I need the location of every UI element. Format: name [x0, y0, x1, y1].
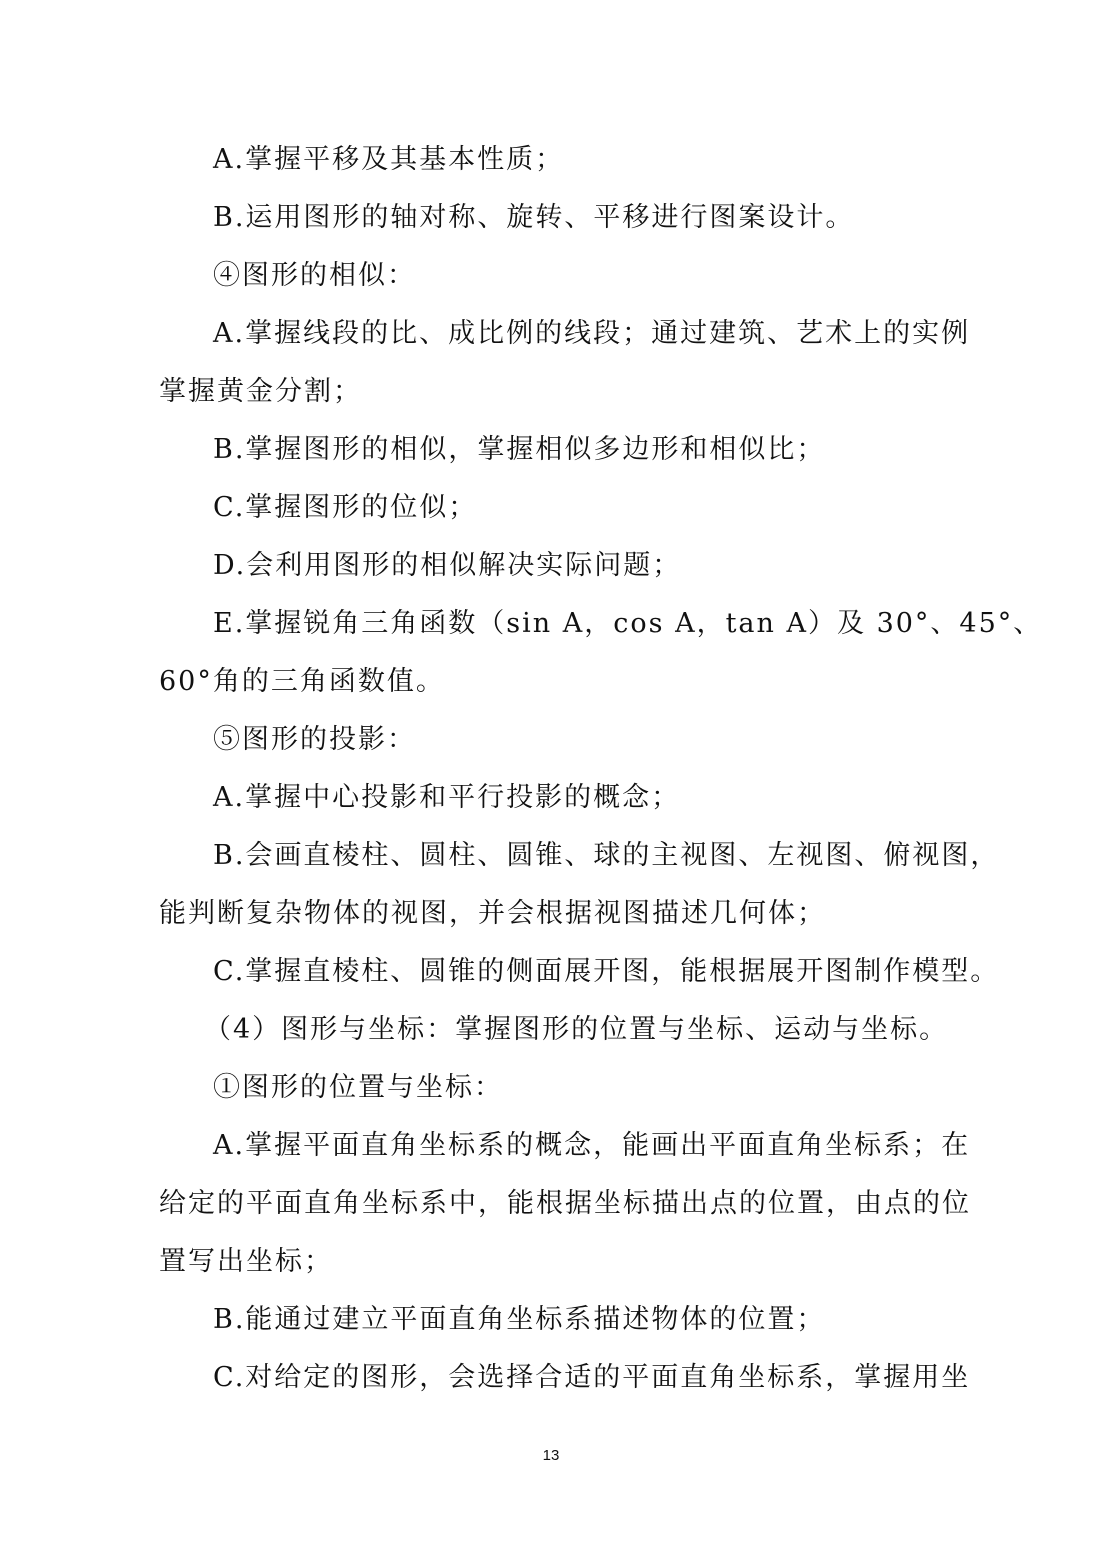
text-line: A.掌握平面直角坐标系的概念，能画出平面直角坐标系；在 — [213, 1130, 971, 1161]
text-line: B.运用图形的轴对称、旋转、平移进行图案设计。 — [213, 202, 855, 233]
text-line: C.掌握直棱柱、圆锥的侧面展开图，能根据展开图制作模型。 — [213, 956, 1000, 987]
text-line: 能判断复杂物体的视图，并会根据视图描述几何体； — [159, 898, 826, 929]
text-line: 掌握黄金分割； — [159, 376, 362, 407]
text-line: ⑤图形的投影： — [213, 724, 416, 755]
text-line: 给定的平面直角坐标系中，能根据坐标描出点的位置，由点的位 — [159, 1188, 971, 1219]
text-line: A.掌握线段的比、成比例的线段；通过建筑、艺术上的实例 — [213, 318, 971, 349]
text-line: 置写出坐标； — [159, 1246, 333, 1277]
text-line: D.会利用图形的相似解决实际问题； — [213, 550, 682, 581]
body-text — [159, 131, 1043, 1407]
text-line: A.掌握平移及其基本性质； — [213, 144, 565, 175]
text-line: 60°角的三角函数值。 — [159, 666, 445, 697]
text-line: C.对给定的图形，会选择合适的平面直角坐标系，掌握用坐 — [213, 1362, 971, 1393]
page-number: 13 — [542, 1447, 560, 1464]
text-line: ④图形的相似： — [213, 260, 416, 291]
text-line: E.掌握锐角三角函数（sin A，cos A，tan A）及 30°、45°、 — [213, 608, 1043, 639]
text-line: ①图形的位置与坐标： — [213, 1072, 503, 1103]
text-line: A.掌握中心投影和平行投影的概念； — [213, 782, 681, 813]
text-line: B.能通过建立平面直角坐标系描述物体的位置； — [213, 1304, 826, 1335]
text-line: B.会画直棱柱、圆柱、圆锥、球的主视图、左视图、俯视图， — [213, 840, 1000, 871]
text-line: B.掌握图形的相似，掌握相似多边形和相似比； — [213, 434, 826, 465]
text-line: C.掌握图形的位似； — [213, 492, 478, 523]
section-heading: （4）图形与坐标：掌握图形的位置与坐标、运动与坐标。 — [204, 1014, 949, 1045]
